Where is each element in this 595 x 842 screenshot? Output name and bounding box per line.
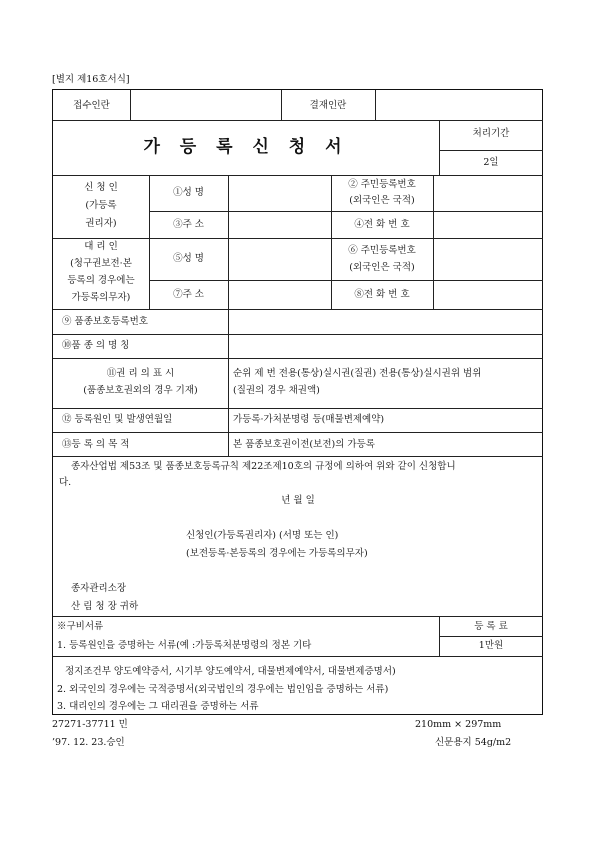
- right-display-label-1: ⑪권 리 의 표 시: [106, 368, 175, 379]
- variety-reg-no-label: ⑨ 품종보호등록번호: [62, 316, 148, 327]
- approval-label: 결재인란: [309, 100, 347, 111]
- agent-id-label-2: (외국인은 국적): [349, 262, 415, 273]
- statement-date: 년 월 일: [281, 495, 315, 506]
- applicant-address-label: ③주 소: [173, 219, 204, 230]
- purpose-label: ⑬등 록 의 목 적: [62, 439, 130, 450]
- agent-label-1: 대 리 인: [84, 241, 118, 252]
- footer-paper: 신문용지 54g/m2: [435, 737, 512, 748]
- received-label: 접수인란: [73, 100, 110, 111]
- right-display-value-1: 순위 제 번 전용(통상)실시권(질권) 전용(통상)실시권위 범위: [233, 368, 482, 379]
- applicant-label-1: 신 청 인: [84, 182, 118, 193]
- statement-line-1: 종자산업법 제53조 및 품종보호등록규칙 제22조제10호의 규정에 의하여 위와 같이 신청합니: [71, 461, 456, 472]
- document-item-3: 2. 외국인의 경우에는 국적증명서(외국법인의 경우에는 법인임을 증명하는 서류): [57, 684, 389, 695]
- agent-address-label: ⑦주 소: [173, 289, 204, 300]
- agent-id-label-1: ⑥ 주민등록번호: [348, 245, 416, 256]
- processing-label: 처리기간: [472, 128, 510, 139]
- applicant-signature: 신청인(가등록권리자) (서명 또는 인): [186, 530, 339, 541]
- variety-name-label: ⑩품 종 의 명 칭: [62, 340, 130, 351]
- document-item-1: 1. 등록원인을 증명하는 서류(예 :가등록처분명령의 정본 기타: [57, 640, 312, 651]
- processing-value: 2일: [483, 157, 499, 168]
- footer-code: 27271-37711 민: [52, 719, 128, 730]
- agent-label-4: 가등록의무자): [71, 292, 131, 303]
- statement-line-2: 다.: [59, 477, 72, 488]
- footer-size: 210mm × 297mm: [415, 719, 502, 730]
- cause-label: ⑫ 등록원인 및 발생연월일: [62, 414, 173, 425]
- document-item-4: 3. 대리인의 경우에는 그 대리권을 증명하는 서류: [57, 701, 259, 712]
- agent-name-label: ⑤성 명: [173, 253, 204, 264]
- applicant-id-label-1: ② 주민등록번호: [348, 179, 416, 190]
- cause-value: 가등록·가처분명령 등(매물변제예약): [233, 414, 385, 425]
- applicant-phone-label: ④전 화 번 호: [354, 219, 410, 230]
- page-title: 가 등 록 신 청 서: [143, 137, 349, 157]
- applicant-name-label: ①성 명: [173, 187, 204, 198]
- agent-label-3: 등록의 경우에는: [67, 275, 135, 286]
- right-display-value-2: (질권의 경우 채권액): [233, 385, 320, 396]
- recipient-line-2: 산 림 청 장 귀하: [71, 601, 139, 612]
- agent-phone-label: ⑧전 화 번 호: [354, 289, 410, 300]
- applicant-signature-note: (보전등록·본등록의 경우에는 가등록의무자): [186, 548, 368, 559]
- footer-approved: ’97. 12. 23.승인: [52, 737, 125, 748]
- purpose-value: 본 품종보호권이전(보전)의 가등록: [233, 439, 375, 450]
- documents-title: ※구비서류: [57, 621, 104, 632]
- applicant-label-2: (가등록: [85, 200, 117, 211]
- document-item-2: 정지조건부 양도예약증서, 시기부 양도예약서, 대물변제예약서, 대물변제증명서): [65, 666, 396, 677]
- registration-form: [52, 89, 543, 715]
- fee-label: 등 록 료: [474, 621, 508, 632]
- recipient-line-1: 종자관리소장: [71, 583, 127, 594]
- applicant-label-3: 권리자): [85, 218, 117, 229]
- right-display-label-2: (품종보호권외의 경우 기재): [83, 385, 198, 396]
- fee-value: 1만원: [478, 640, 504, 651]
- agent-label-2: (청구권보전·본: [70, 258, 132, 269]
- applicant-id-label-2: (외국인은 국적): [349, 195, 415, 206]
- form-number: [별지 제16호서식]: [52, 74, 130, 85]
